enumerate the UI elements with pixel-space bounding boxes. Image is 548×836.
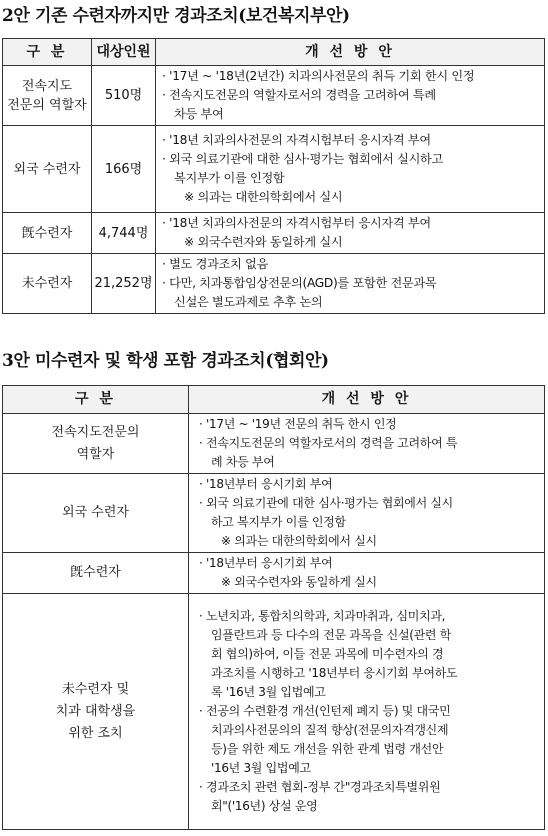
category-line: 위한 조치 xyxy=(68,725,123,741)
plan-line: ※ 외국수련자와 동일하게 실시 xyxy=(184,235,343,249)
plan-line: 임플란트과 등 다수의 전문 과목을 신설(관련 학 xyxy=(211,628,452,642)
plan-line: · 다만, 치과통합임상전문의(AGD)를 포함한 전문과목 xyxy=(162,276,437,290)
category-line: 외국 수련자 xyxy=(13,161,81,177)
header-category: 구 분 xyxy=(3,386,189,414)
row-category xyxy=(3,66,92,126)
section2-title: 3안 미수련자 및 학생 포함 경과조치(협회안) xyxy=(2,351,329,371)
plan-line: 차등 부여 xyxy=(174,107,224,121)
row-plan xyxy=(156,66,545,126)
table-row xyxy=(3,474,545,553)
plan-line: · '18년 치과의사전문의 자격시험부터 응시자격 부여 xyxy=(162,133,431,147)
row-category xyxy=(3,474,189,553)
plan-line: · 전속지도전문의 역할자로서의 경력을 고려하여 특 xyxy=(199,436,458,450)
plan-line: · '18년 치과의사전문의 자격시험부터 응시자격 부여 xyxy=(162,216,431,230)
category-line: 전문의 역할자 xyxy=(7,97,87,113)
header-plan: 개 선 방 안 xyxy=(189,386,545,414)
plan-line: 례 차등 부여 xyxy=(211,455,275,469)
row-plan xyxy=(156,126,545,213)
plan-line: 과조치를 시행하고 '18년부터 응시기회 부여하도 xyxy=(211,666,458,680)
plan-line: · 전속지도전문의 역할자로서의 경력을 고려하여 특례 xyxy=(162,88,436,102)
header-plan: 개 선 방 안 xyxy=(156,39,545,66)
plan-line: · 외국 의료기관에 대한 심사·평가는 협회에서 실시하고 xyxy=(162,152,444,166)
row-category xyxy=(3,213,92,254)
row-plan xyxy=(156,254,545,314)
section2-table-body xyxy=(3,414,545,830)
plan-line: · 별도 경과조치 없음 xyxy=(162,257,269,271)
plan-line: 복지부가 이를 인정함 xyxy=(174,171,285,185)
plan-line: · 노년치과, 통합치의학과, 치과마취과, 심미치과, xyxy=(199,609,446,623)
table-row xyxy=(3,126,545,213)
plan-line: · '17년 ~ '18년(2년간) 치과의사전문의 취득 기회 한시 인정 xyxy=(162,69,475,83)
plan-line: ※ 의과는 대한의학회에서 실시 xyxy=(221,534,377,548)
table-row xyxy=(3,414,545,474)
row-plan xyxy=(189,594,545,830)
row-plan xyxy=(189,553,545,594)
category-line: 전속지도전문의 xyxy=(51,424,140,440)
row-category xyxy=(3,594,189,830)
plan-line: · '18년부터 응시기회 부여 xyxy=(199,556,333,570)
plan-line: · 외국 의료기관에 대한 심사·평가는 협회에서 실시 xyxy=(199,496,453,510)
section1-title: 2안 기존 수련자까지만 경과조치(보건복지부안) xyxy=(2,6,350,26)
category-line: 未수련자 xyxy=(21,276,73,291)
header-count: 대상인원 xyxy=(92,39,156,66)
header-category: 구 분 xyxy=(3,39,92,66)
row-count: 510명 xyxy=(92,66,156,126)
table-row xyxy=(3,594,545,830)
section2-table xyxy=(2,385,545,830)
row-category xyxy=(3,126,92,213)
plan-line: 회"('16년) 상설 운영 xyxy=(211,799,318,813)
row-count: 4,744명 xyxy=(92,213,156,254)
row-category xyxy=(3,254,92,314)
row-category xyxy=(3,553,189,594)
category-line: 未수련자 및 xyxy=(61,681,130,697)
table-row xyxy=(3,66,545,126)
plan-line: · 전공의 수련환경 개선(인턴제 폐지 등) 및 대국민 xyxy=(199,704,451,718)
row-category xyxy=(3,414,189,474)
category-line: 旣수련자 xyxy=(21,225,73,241)
plan-line: '16년 3월 입법예고 xyxy=(211,761,311,775)
row-plan xyxy=(156,213,545,254)
row-plan xyxy=(189,474,545,553)
plan-line: 신설은 별도과제로 추후 논의 xyxy=(174,295,323,309)
row-count: 166명 xyxy=(92,126,156,213)
row-count: 21,252명 xyxy=(92,254,156,314)
category-line: 전속지도 xyxy=(21,78,73,94)
plan-line: ※ 외국수련자와 동일하게 실시 xyxy=(221,575,377,589)
row-plan xyxy=(189,414,545,474)
plan-line: 록 '16년 3월 입법예고 xyxy=(211,685,326,699)
plan-line: · 경과조치 관련 협회-정부 간"경과조치특별위원 xyxy=(199,780,441,794)
section1-table xyxy=(2,38,545,314)
table-row xyxy=(3,213,545,254)
plan-line: 등)을 위한 제도 개선을 위한 관계 법령 개선안 xyxy=(211,742,444,756)
plan-line: 회 협의)하여, 이들 전문 과목에 미수련자의 경 xyxy=(211,647,444,661)
category-line: 치과 대학생을 xyxy=(55,703,136,719)
plan-line: 하고 복지부가 이를 인정함 xyxy=(211,515,346,529)
plan-line: ※ 의과는 대한의학회에서 실시 xyxy=(184,190,343,204)
category-line: 역할자 xyxy=(76,446,115,462)
table-row xyxy=(3,254,545,314)
category-line: 旣수련자 xyxy=(70,565,121,580)
plan-line: 치과의사전문의의 질적 향상(전문의자격갱신제 xyxy=(211,723,449,737)
section1-table-body xyxy=(3,66,545,314)
plan-line: · '17년 ~ '19년 전문의 취득 한시 인정 xyxy=(199,417,397,431)
category-line: 외국 수련자 xyxy=(62,505,129,520)
plan-line: · '18년부터 응시기회 부여 xyxy=(199,477,333,491)
table-row xyxy=(3,553,545,594)
